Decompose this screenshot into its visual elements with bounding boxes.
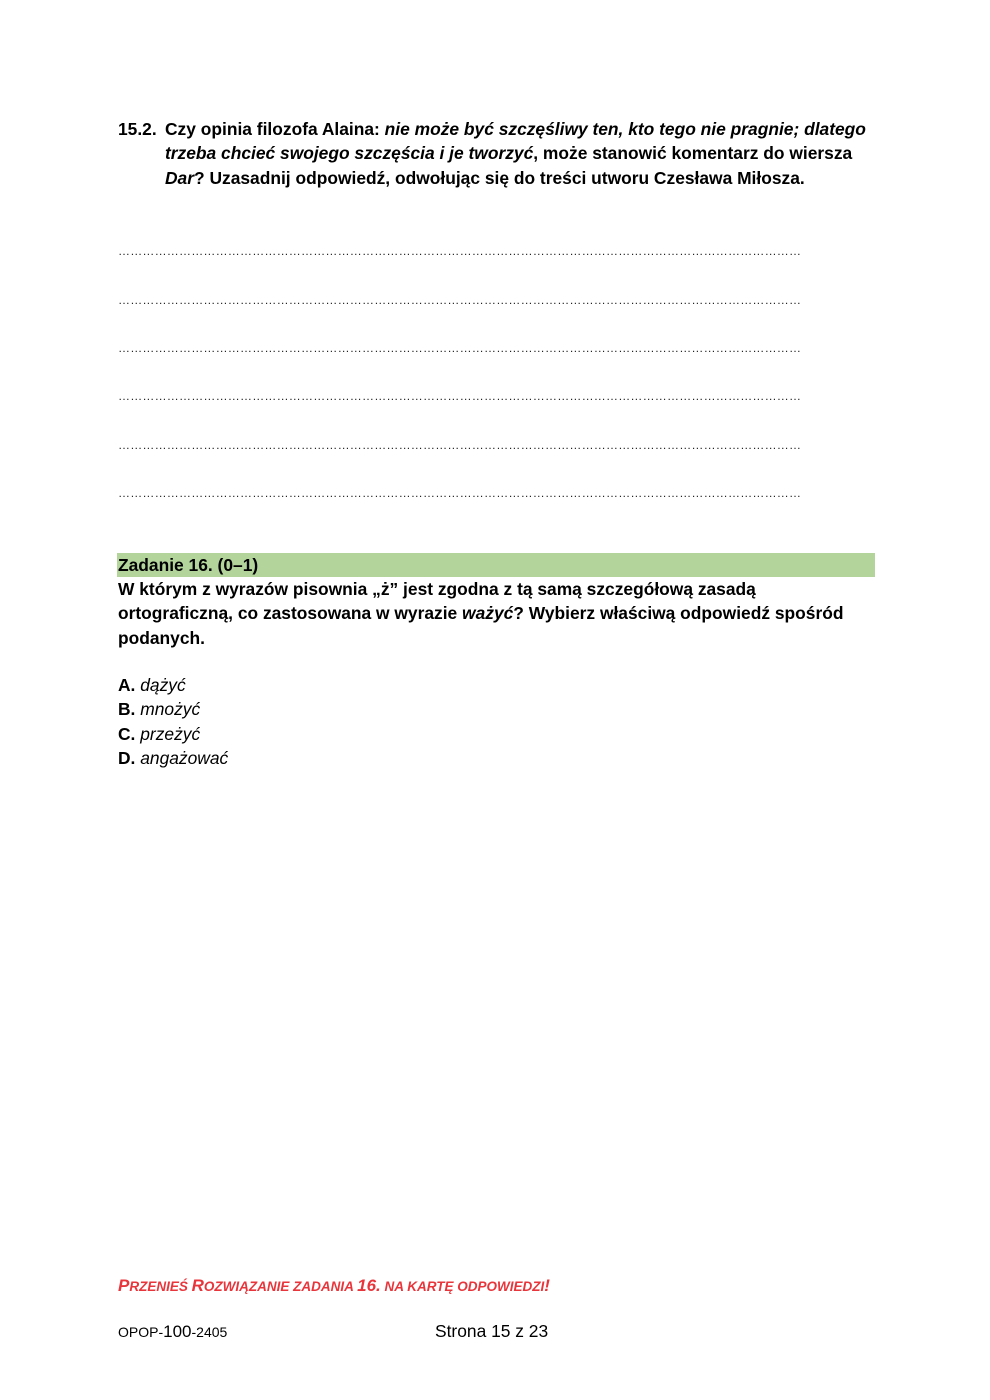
alain-quote-part1: nie może być szczęśliwy ten, kto tego nie pragnie; xyxy=(384,119,800,139)
question-text xyxy=(165,117,878,190)
question-prefix: Czy opinia filozofa Alaina: xyxy=(165,119,385,139)
transfer-p1: P xyxy=(118,1276,130,1295)
page-number: Strona 15 z 23 xyxy=(435,1321,549,1341)
task-16-word: ważyć xyxy=(462,603,514,624)
transfer-p3: R xyxy=(191,1276,204,1295)
option-letter: A. xyxy=(118,675,136,695)
answer-line[interactable]: …………………………………………………………………………………………………………………………………………………… xyxy=(118,486,802,500)
answer-line[interactable]: …………………………………………………………………………………………………………………………………………………… xyxy=(118,293,802,307)
answer-options xyxy=(118,673,228,770)
option-word: angażować xyxy=(140,747,229,768)
option-d[interactable] xyxy=(118,746,228,770)
option-word: dążyć xyxy=(140,675,186,695)
transfer-excl: ! xyxy=(544,1276,550,1295)
transfer-p5: NA KARTĘ ODPOWIEDZI xyxy=(380,1279,545,1294)
alain-quote-part2: dlatego trzeba chcieć swojego szczęścia i je tworzyć xyxy=(165,119,866,164)
question-15-2 xyxy=(118,117,878,190)
transfer-note xyxy=(118,1274,550,1299)
transfer-num: 16. xyxy=(357,1276,381,1295)
option-b[interactable] xyxy=(118,697,228,721)
exam-code-c: -2405 xyxy=(191,1324,228,1340)
question-number: 15.2. xyxy=(118,119,157,139)
exam-code-a: OPOP- xyxy=(118,1324,164,1340)
option-a[interactable] xyxy=(118,673,228,697)
option-letter: C. xyxy=(118,723,136,744)
task-16-question-start: W którym z wyrazów pisownia „ż” jest zgodna z tą samą szczegółową zasadą ortograficzną, co zastosowana w wyrazie xyxy=(118,579,756,624)
transfer-p2: RZENIEŚ xyxy=(129,1279,192,1294)
poem-title: Dar xyxy=(165,167,194,188)
task-16-question-end: ? Wybierz właściwą odpowiedź spośród podanych. xyxy=(118,603,844,648)
task-16-question xyxy=(118,577,858,650)
task-16-title: Zadanie 16. (0–1) xyxy=(118,555,259,575)
question-middle: , może stanowić komentarz do wiersza xyxy=(533,143,853,164)
answer-line[interactable]: …………………………………………………………………………………………………………………………………………………… xyxy=(118,341,802,355)
question-ending: ? Uzasadnij odpowiedź, odwołując się do treści utworu Czesława Miłosza. xyxy=(194,167,805,188)
option-letter: B. xyxy=(118,699,136,720)
answer-line[interactable]: …………………………………………………………………………………………………………………………………………………… xyxy=(118,438,802,452)
option-letter: D. xyxy=(118,747,136,768)
answer-line[interactable]: …………………………………………………………………………………………………………………………………………………… xyxy=(118,389,802,403)
option-word: mnożyć xyxy=(140,699,201,720)
exam-code xyxy=(118,1322,227,1342)
option-word: przeżyć xyxy=(140,723,201,744)
answer-line[interactable]: …………………………………………………………………………………………………………………………………………………… xyxy=(118,244,802,258)
option-c[interactable] xyxy=(118,722,228,746)
transfer-p4: OZWIĄZANIE ZADANIA xyxy=(203,1279,358,1294)
exam-code-b: 100 xyxy=(163,1322,192,1341)
